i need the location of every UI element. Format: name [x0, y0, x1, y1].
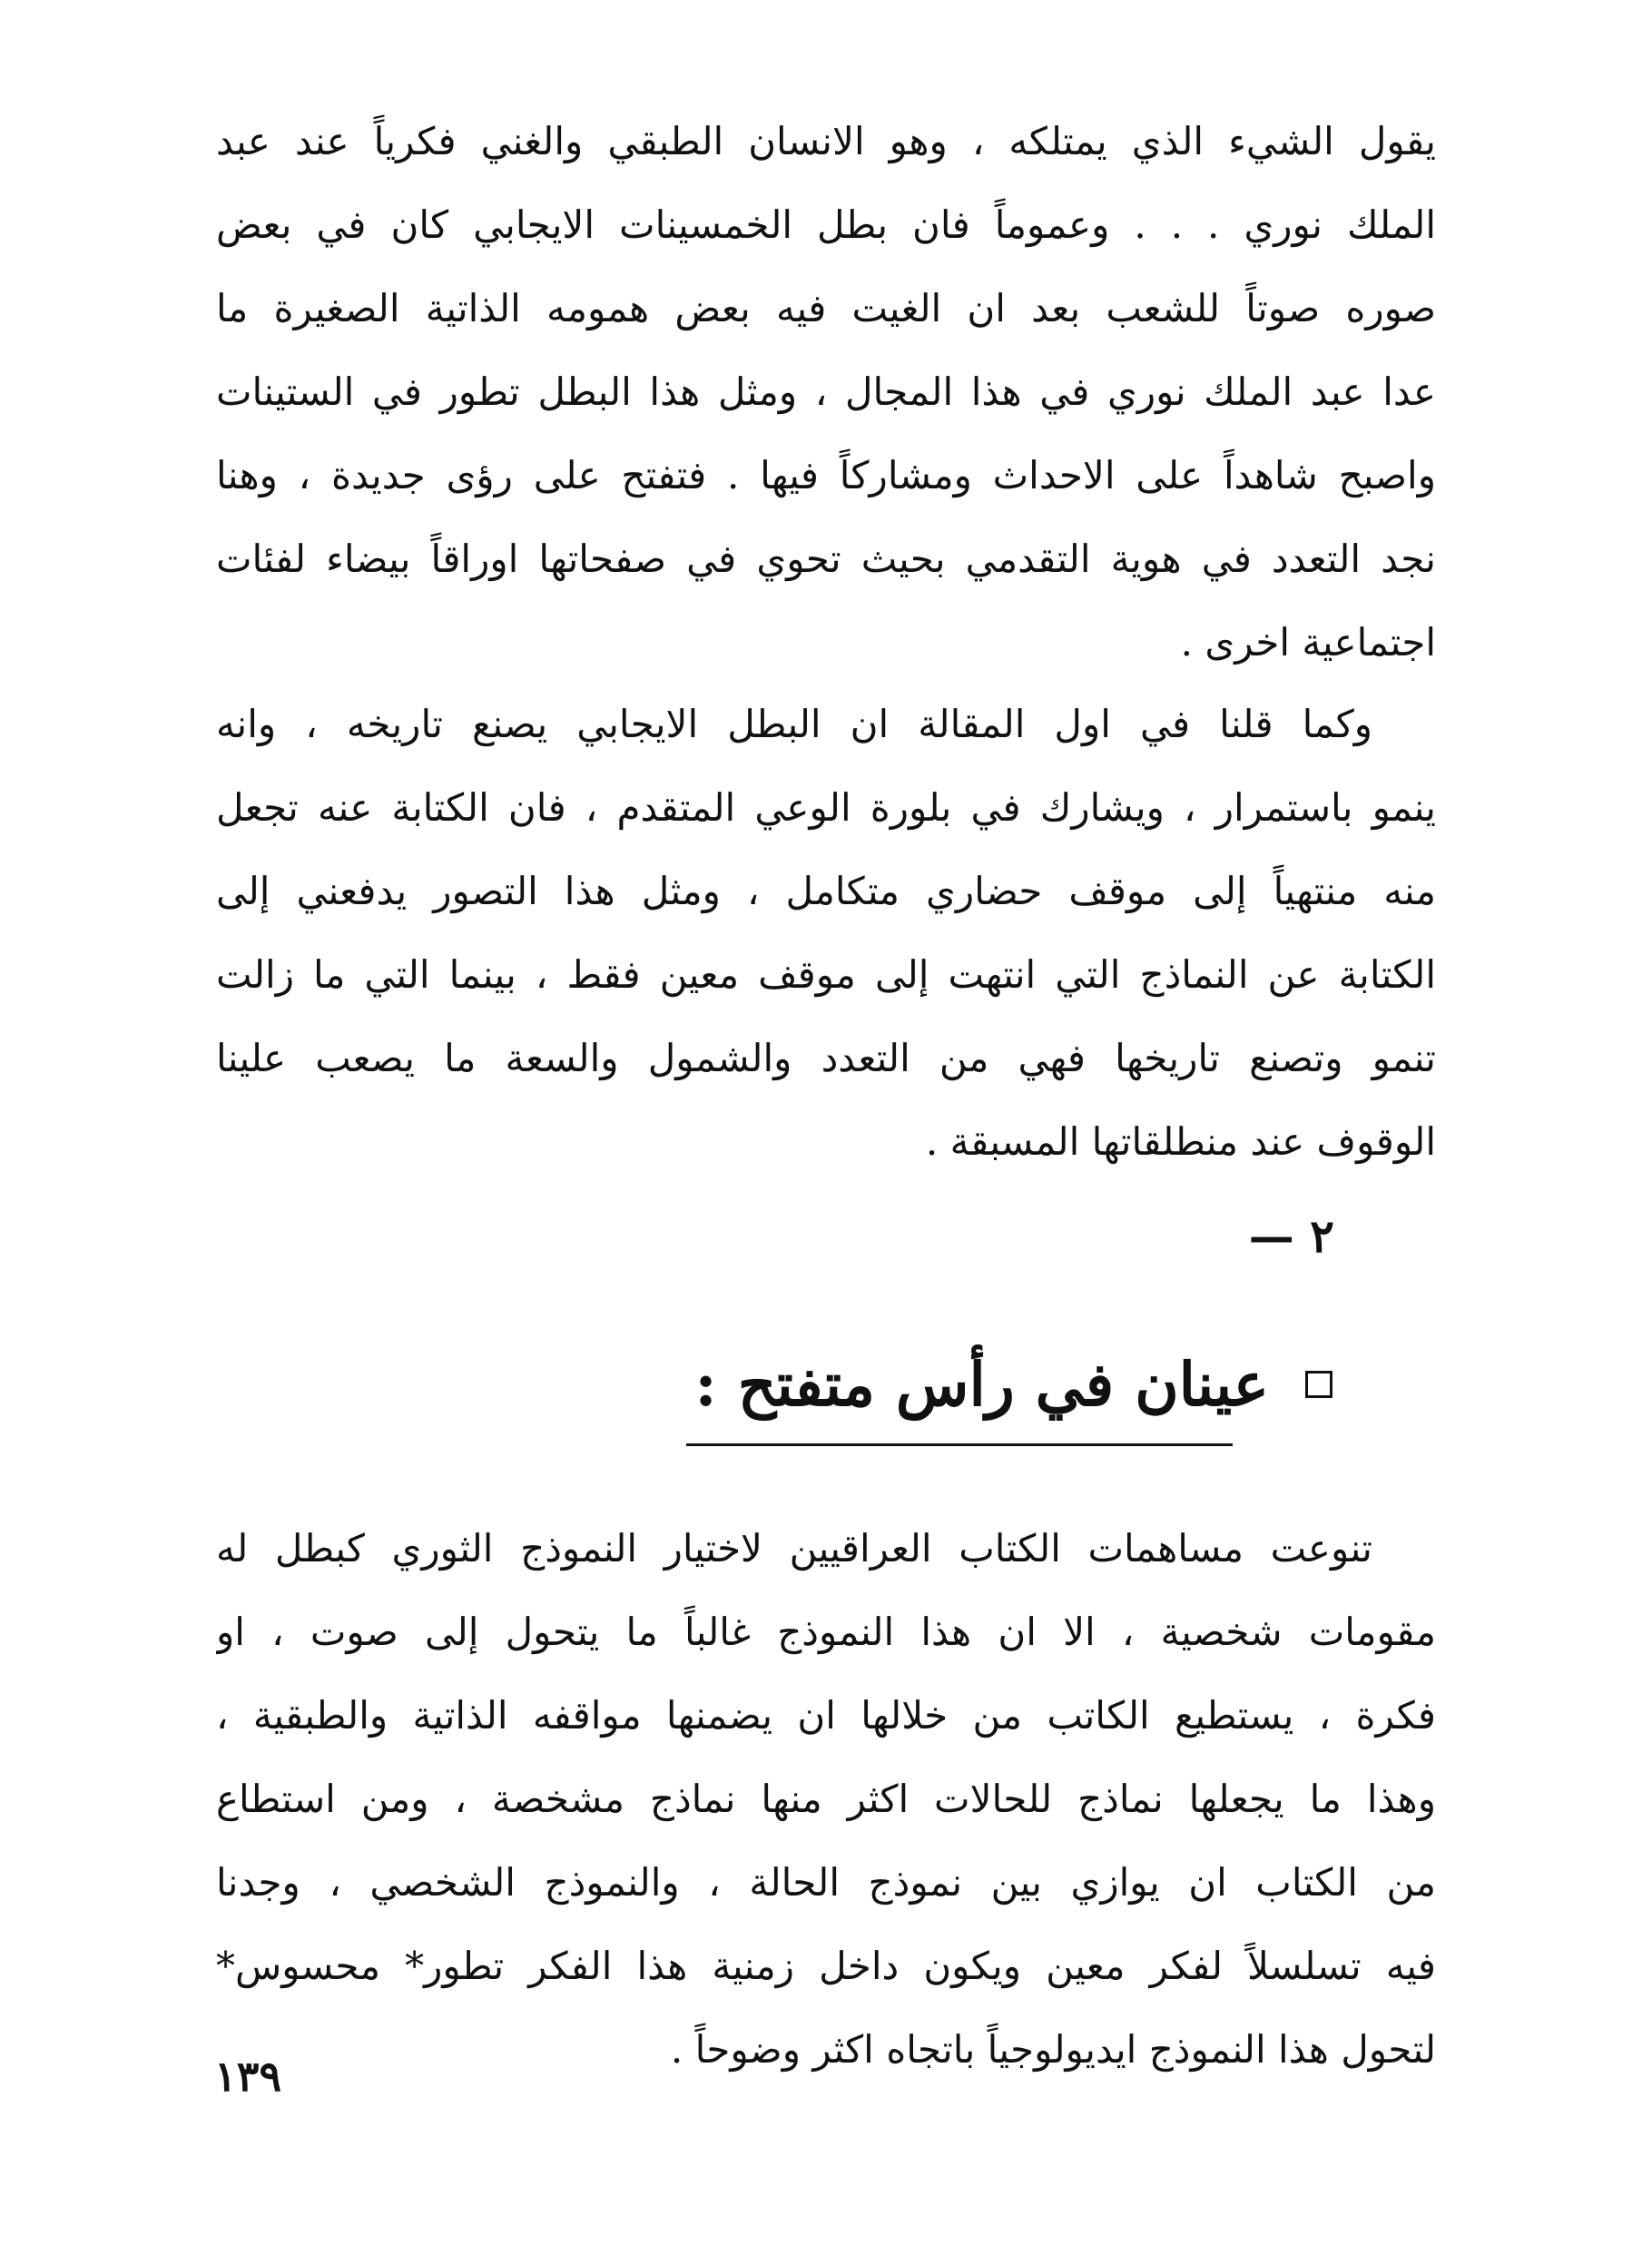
paragraph-line: مقومات شخصية ، الا ان هذا النموذج غالباً ما يتحول إلى صوت ، او	[216, 1610, 1436, 1654]
square-bullet-icon	[1305, 1371, 1332, 1398]
paragraph-line: منه منتهياً إلى موقف حضاري متكامل ، ومثل هذا التصور يدفعني إلى	[216, 869, 1436, 913]
section-number: ٢ —	[1248, 1209, 1334, 1263]
paragraph-line: الوقوف عند منطلقاتها المسبقة .	[925, 1119, 1436, 1164]
paragraph-line: صوره صوتاً للشعب بعد ان الغيت فيه بعض همومه الذاتية الصغيرة ما	[216, 286, 1436, 330]
paragraph-line: عدا عبد الملك نوري في هذا المجال ، ومثل هذا البطل تطور في الستينات	[216, 369, 1436, 414]
page-number: ١٣٩	[214, 2052, 282, 2101]
paragraph-line: واصبح شاهداً على الاحداث ومشاركاً فيها . فتفتح على رؤى جديدة ، وهنا	[216, 453, 1436, 497]
paragraph-line: ينمو باستمرار ، ويشارك في بلورة الوعي المتقدم ، فان الكتابة عنه تجعل	[216, 785, 1436, 830]
heading-underline	[686, 1443, 1233, 1446]
paragraph-line: وهذا ما يجعلها نماذج للحالات اكثر منها نماذج مشخصة ، ومن استطاع	[216, 1777, 1436, 1821]
paragraph-line: تنمو وتصنع تاريخها فهي من التعدد والشمول والسعة ما يصعب علينا	[216, 1036, 1436, 1080]
paragraph-line: من الكتاب ان يوازي بين نموذج الحالة ، والنموذج الشخصي ، وجدنا	[216, 1860, 1436, 1905]
paragraph-line: فيه تسلسلاً لفكر معين ويكون داخل زمنية هذا الفكر تطور* محسوس*	[216, 1944, 1436, 1988]
section-heading-text: عينان في رأس متفتح :	[694, 1349, 1269, 1420]
paragraph-line: فكرة ، يستطيع الكاتب من خلالها ان يضمنها مواقفه الذاتية والطبقية ،	[216, 1693, 1436, 1738]
paragraph-line: الكتابة عن النماذج التي انتهت إلى موقف معين فقط ، بينما التي ما زالت	[216, 952, 1436, 997]
paragraph-line: يقول الشيء الذي يمتلكه ، وهو الانسان الطبقي والغني فكرياً عند عبد	[216, 119, 1436, 163]
paragraph-line: اجتماعية اخرى .	[1180, 620, 1436, 665]
paragraph-line: نجد التعدد في هوية التقدمي بحيث تحوي في صفحاتها اوراقاً بيضاء لفئات	[216, 537, 1436, 581]
paragraph-1	[216, 100, 1436, 684]
paragraph-line: الملك نوري . . . وعموماً فان بطل الخمسينات الايجابي كان في بعض	[216, 202, 1436, 247]
paragraph-2	[216, 683, 1436, 1184]
paragraph-line: وكما قلنا في اول المقالة ان البطل الايجابي يصنع تاريخه ، وانه	[216, 702, 1372, 746]
paragraph-3	[216, 1507, 1436, 2092]
paragraph-line: تنوعت مساهمات الكتاب العراقيين لاختيار النموذج الثوري كبطل له	[216, 1526, 1372, 1571]
paragraph-line: لتحول هذا النموذج ايديولوجياً باتجاه اكثر وضوحاً .	[670, 2027, 1436, 2072]
section-heading	[686, 1344, 1332, 1452]
